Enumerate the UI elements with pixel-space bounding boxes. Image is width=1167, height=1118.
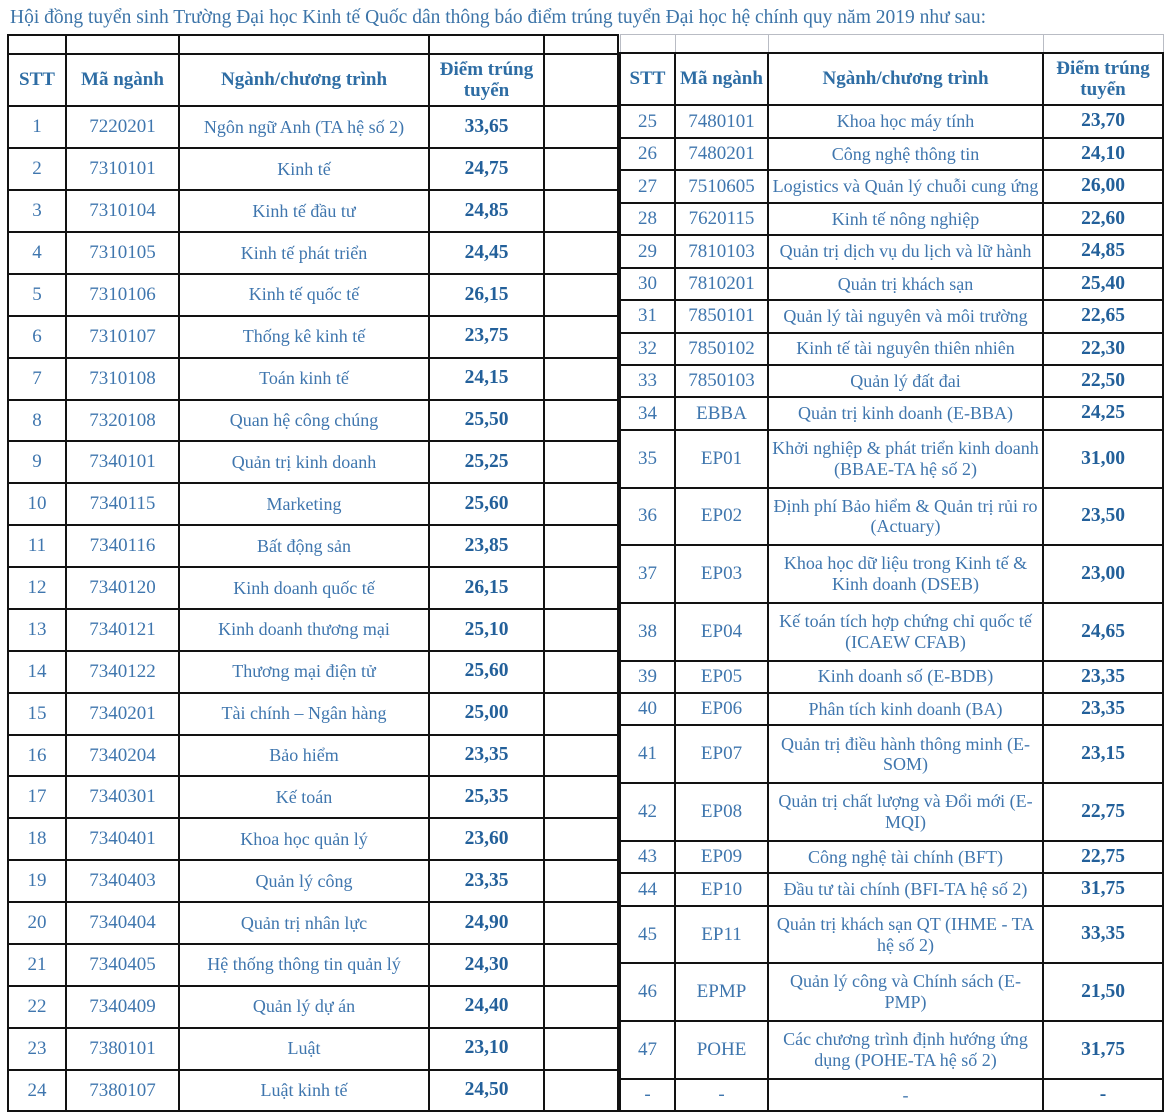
stt-cell: 14 <box>8 651 66 693</box>
spacer-cell <box>544 860 618 902</box>
score-cell: 23,75 <box>429 316 544 358</box>
code-cell: 7340409 <box>66 986 179 1028</box>
spacer-cell <box>544 54 618 106</box>
spacer-cell <box>544 35 618 54</box>
spacer-cell <box>544 274 618 316</box>
header-ma-nganh: Mã ngành <box>66 54 179 106</box>
program-cell: Quản trị kinh doanh (E-BBA) <box>768 397 1043 429</box>
score-cell: 25,25 <box>429 441 544 483</box>
score-cell: 23,85 <box>429 525 544 567</box>
spacer-cell <box>544 232 618 274</box>
header-stt: STT <box>8 54 66 106</box>
stt-cell: 3 <box>8 190 66 232</box>
code-cell: 7310107 <box>66 316 179 358</box>
program-cell: Quản trị điều hành thông minh (E-SOM) <box>768 725 1043 783</box>
score-tables-container <box>0 34 1167 1112</box>
score-cell: 25,00 <box>429 693 544 735</box>
header-row <box>8 54 618 106</box>
stt-cell: 10 <box>8 483 66 525</box>
code-cell: 7850101 <box>675 300 768 332</box>
program-cell: Kinh tế đầu tư <box>179 190 429 232</box>
empty-cell <box>620 35 675 54</box>
program-cell: Marketing <box>179 483 429 525</box>
table-row <box>8 106 618 148</box>
program-cell: Kinh tế nông nghiệp <box>768 203 1043 235</box>
table-row <box>8 148 618 190</box>
score-cell: 25,35 <box>429 776 544 818</box>
score-cell: 26,15 <box>429 567 544 609</box>
header-nganh: Ngành/chương trình <box>179 54 429 106</box>
table-row <box>620 545 1163 603</box>
program-cell: Quản trị dịch vụ du lịch và lữ hành <box>768 235 1043 267</box>
score-cell: 23,35 <box>1043 661 1163 693</box>
score-cell: 23,35 <box>1043 693 1163 725</box>
program-cell: Khởi nghiệp & phát triển kinh doanh (BBAE-TA hệ số 2) <box>768 430 1043 488</box>
table-row <box>8 400 618 442</box>
table-row <box>8 1070 618 1112</box>
program-cell: Các chương trình định hướng ứng dụng (POHE-TA hệ số 2) <box>768 1021 1043 1079</box>
code-cell: 7310106 <box>66 274 179 316</box>
code-cell: EP04 <box>675 603 768 661</box>
stt-cell: 7 <box>8 358 66 400</box>
table-row <box>8 232 618 274</box>
stt-cell: 5 <box>8 274 66 316</box>
program-cell: Bất động sản <box>179 525 429 567</box>
admission-table-right <box>619 34 1164 1112</box>
program-cell: Quản lý đất đai <box>768 365 1043 397</box>
program-cell: Logistics và Quản lý chuỗi cung ứng <box>768 170 1043 202</box>
stt-cell: 15 <box>8 693 66 735</box>
program-cell: Khoa học dữ liệu trong Kinh tế & Kinh doanh (DSEB) <box>768 545 1043 603</box>
program-cell: Đầu tư tài chính (BFI-TA hệ số 2) <box>768 873 1043 905</box>
score-cell: 24,75 <box>429 148 544 190</box>
score-cell: 25,10 <box>429 609 544 651</box>
table-row <box>620 841 1163 873</box>
code-cell: EP06 <box>675 693 768 725</box>
score-cell: 25,60 <box>429 483 544 525</box>
stt-cell: 16 <box>8 735 66 777</box>
score-cell: 23,70 <box>1043 105 1163 137</box>
table-row <box>8 483 618 525</box>
program-cell: Quản lý tài nguyên và môi trường <box>768 300 1043 332</box>
score-cell: 22,30 <box>1043 333 1163 365</box>
score-cell: 24,90 <box>429 902 544 944</box>
score-cell: 24,85 <box>1043 235 1163 267</box>
score-cell: 31,75 <box>1043 873 1163 905</box>
table-row <box>8 316 618 358</box>
stt-cell: 28 <box>620 203 675 235</box>
table-row <box>8 776 618 818</box>
stt-cell: 27 <box>620 170 675 202</box>
spacer-cell <box>544 1028 618 1070</box>
admission-table-left <box>7 34 619 1112</box>
score-cell: 23,10 <box>429 1028 544 1070</box>
stt-cell: 24 <box>8 1070 66 1112</box>
score-cell: 22,60 <box>1043 203 1163 235</box>
spacer-cell <box>544 651 618 693</box>
program-cell: Kinh doanh thương mại <box>179 609 429 651</box>
score-cell: 22,75 <box>1043 841 1163 873</box>
program-cell: Kinh tế quốc tế <box>179 274 429 316</box>
program-cell: Kinh doanh số (E-BDB) <box>768 661 1043 693</box>
stt-cell: 29 <box>620 235 675 267</box>
code-cell: 7380107 <box>66 1070 179 1112</box>
stt-cell: - <box>620 1079 675 1112</box>
program-cell: Tài chính – Ngân hàng <box>179 693 429 735</box>
program-cell: Hệ thống thông tin quản lý <box>179 944 429 986</box>
spacer-cell <box>544 483 618 525</box>
program-cell: Quản trị khách sạn <box>768 268 1043 300</box>
spacer-cell <box>544 441 618 483</box>
code-cell: 7220201 <box>66 106 179 148</box>
code-cell: POHE <box>675 1021 768 1079</box>
stt-cell: 44 <box>620 873 675 905</box>
stt-cell: 31 <box>620 300 675 332</box>
stt-cell: 42 <box>620 783 675 841</box>
header-nganh: Ngành/chương trình <box>768 53 1043 105</box>
spacer-cell <box>544 358 618 400</box>
score-cell: 24,10 <box>1043 138 1163 170</box>
table-row <box>620 170 1163 202</box>
table-row <box>620 488 1163 546</box>
table-row <box>8 902 618 944</box>
code-cell: 7340405 <box>66 944 179 986</box>
code-cell: 7340403 <box>66 860 179 902</box>
spacer-cell <box>544 693 618 735</box>
code-cell: 7850103 <box>675 365 768 397</box>
score-cell: 31,00 <box>1043 430 1163 488</box>
stt-cell: 2 <box>8 148 66 190</box>
table-row <box>620 235 1163 267</box>
program-cell: Quản lý công và Chính sách (E-PMP) <box>768 963 1043 1021</box>
program-cell: Kinh tế tài nguyên thiên nhiên <box>768 333 1043 365</box>
empty-row <box>8 35 618 54</box>
header-row <box>620 53 1163 105</box>
code-cell: EP05 <box>675 661 768 693</box>
spacer-cell <box>544 316 618 358</box>
stt-cell: 18 <box>8 818 66 860</box>
program-cell: Kinh doanh quốc tế <box>179 567 429 609</box>
code-cell: EPMP <box>675 963 768 1021</box>
stt-cell: 45 <box>620 906 675 964</box>
program-cell: Luật <box>179 1028 429 1070</box>
empty-row <box>620 35 1163 54</box>
stt-cell: 38 <box>620 603 675 661</box>
code-cell: 7320108 <box>66 400 179 442</box>
score-cell: 25,40 <box>1043 268 1163 300</box>
spacer-cell <box>544 1070 618 1112</box>
score-cell: 24,45 <box>429 232 544 274</box>
stt-cell: 11 <box>8 525 66 567</box>
spacer-cell <box>544 776 618 818</box>
code-cell: EP09 <box>675 841 768 873</box>
spacer-cell <box>544 148 618 190</box>
table-row <box>8 274 618 316</box>
code-cell: 7340101 <box>66 441 179 483</box>
program-cell: Định phí Bảo hiểm & Quản trị rủi ro (Actuary) <box>768 488 1043 546</box>
score-cell: 25,60 <box>429 651 544 693</box>
score-cell: 33,65 <box>429 106 544 148</box>
code-cell: 7310101 <box>66 148 179 190</box>
code-cell: 7480101 <box>675 105 768 137</box>
score-cell: 31,75 <box>1043 1021 1163 1079</box>
table-row <box>620 1079 1163 1112</box>
spacer-cell <box>544 986 618 1028</box>
code-cell: 7510605 <box>675 170 768 202</box>
score-cell: 22,75 <box>1043 783 1163 841</box>
code-cell: 7340120 <box>66 567 179 609</box>
stt-cell: 25 <box>620 105 675 137</box>
stt-cell: 39 <box>620 661 675 693</box>
spacer-cell <box>544 400 618 442</box>
program-cell: Quản lý dự án <box>179 986 429 1028</box>
program-cell: Kinh tế phát triển <box>179 232 429 274</box>
stt-cell: 21 <box>8 944 66 986</box>
empty-cell <box>675 35 768 54</box>
code-cell: 7340121 <box>66 609 179 651</box>
program-cell: Kinh tế <box>179 148 429 190</box>
stt-cell: 23 <box>8 1028 66 1070</box>
code-cell: 7340115 <box>66 483 179 525</box>
empty-cell <box>66 35 179 54</box>
stt-cell: 46 <box>620 963 675 1021</box>
stt-cell: 4 <box>8 232 66 274</box>
program-cell: Toán kinh tế <box>179 358 429 400</box>
score-cell: 22,50 <box>1043 365 1163 397</box>
stt-cell: 9 <box>8 441 66 483</box>
stt-cell: 30 <box>620 268 675 300</box>
stt-cell: 40 <box>620 693 675 725</box>
stt-cell: 37 <box>620 545 675 603</box>
score-cell: 23,35 <box>429 860 544 902</box>
code-cell: 7810201 <box>675 268 768 300</box>
program-cell: Quản trị chất lượng và Đổi mới (E-MQI) <box>768 783 1043 841</box>
table-row <box>620 203 1163 235</box>
score-cell: 23,00 <box>1043 545 1163 603</box>
score-cell: 23,60 <box>429 818 544 860</box>
code-cell: 7340122 <box>66 651 179 693</box>
program-cell: Công nghệ thông tin <box>768 138 1043 170</box>
code-cell: 7850102 <box>675 333 768 365</box>
score-cell: 25,50 <box>429 400 544 442</box>
table-row <box>8 651 618 693</box>
table-row <box>620 138 1163 170</box>
stt-cell: 33 <box>620 365 675 397</box>
score-cell: 24,15 <box>429 358 544 400</box>
stt-cell: 34 <box>620 397 675 429</box>
stt-cell: 20 <box>8 902 66 944</box>
spacer-cell <box>544 190 618 232</box>
program-cell: Phân tích kinh doanh (BA) <box>768 693 1043 725</box>
table-row <box>8 735 618 777</box>
stt-cell: 6 <box>8 316 66 358</box>
stt-cell: 43 <box>620 841 675 873</box>
table-row <box>8 358 618 400</box>
code-cell: 7340301 <box>66 776 179 818</box>
stt-cell: 1 <box>8 106 66 148</box>
stt-cell: 32 <box>620 333 675 365</box>
header-stt: STT <box>620 53 675 105</box>
spacer-cell <box>544 944 618 986</box>
stt-cell: 41 <box>620 725 675 783</box>
stt-cell: 36 <box>620 488 675 546</box>
code-cell: EBBA <box>675 397 768 429</box>
table-row <box>620 268 1163 300</box>
stt-cell: 35 <box>620 430 675 488</box>
code-cell: 7620115 <box>675 203 768 235</box>
program-cell: Thống kê kinh tế <box>179 316 429 358</box>
header-diem: Điểm trúng tuyển <box>429 54 544 106</box>
program-cell: Quan hệ công chúng <box>179 400 429 442</box>
program-cell: Ngôn ngữ Anh (TA hệ số 2) <box>179 106 429 148</box>
score-cell: 21,50 <box>1043 963 1163 1021</box>
score-cell: 22,65 <box>1043 300 1163 332</box>
program-cell: Bảo hiểm <box>179 735 429 777</box>
score-cell: 24,30 <box>429 944 544 986</box>
table-row <box>620 333 1163 365</box>
empty-cell <box>768 35 1043 54</box>
spacer-cell <box>544 106 618 148</box>
table-row <box>620 693 1163 725</box>
stt-cell: 22 <box>8 986 66 1028</box>
header-ma-nganh: Mã ngành <box>675 53 768 105</box>
table-row <box>620 725 1163 783</box>
spacer-cell <box>544 567 618 609</box>
table-row <box>620 873 1163 905</box>
code-cell: EP10 <box>675 873 768 905</box>
score-cell: 24,40 <box>429 986 544 1028</box>
score-cell: 23,50 <box>1043 488 1163 546</box>
code-cell: 7380101 <box>66 1028 179 1070</box>
table-row <box>620 783 1163 841</box>
code-cell: EP01 <box>675 430 768 488</box>
program-cell: Thương mại điện tử <box>179 651 429 693</box>
stt-cell: 8 <box>8 400 66 442</box>
empty-cell <box>179 35 429 54</box>
stt-cell: 12 <box>8 567 66 609</box>
spacer-cell <box>544 818 618 860</box>
table-row <box>620 603 1163 661</box>
code-cell: EP07 <box>675 725 768 783</box>
table-row <box>620 963 1163 1021</box>
stt-cell: 47 <box>620 1021 675 1079</box>
program-cell: Kế toán <box>179 776 429 818</box>
table-row <box>620 300 1163 332</box>
table-row <box>8 567 618 609</box>
program-cell: Quản trị khách sạn QT (IHME - TA hệ số 2) <box>768 906 1043 964</box>
program-cell: Quản lý công <box>179 860 429 902</box>
table-row <box>620 105 1163 137</box>
code-cell: 7310104 <box>66 190 179 232</box>
table-row <box>8 1028 618 1070</box>
table-row <box>620 430 1163 488</box>
table-row <box>8 944 618 986</box>
table-row <box>8 986 618 1028</box>
stt-cell: 17 <box>8 776 66 818</box>
code-cell: EP02 <box>675 488 768 546</box>
empty-cell <box>8 35 66 54</box>
score-cell: 23,35 <box>429 735 544 777</box>
code-cell: 7340401 <box>66 818 179 860</box>
code-cell: 7340201 <box>66 693 179 735</box>
code-cell: 7310105 <box>66 232 179 274</box>
table-row <box>8 860 618 902</box>
program-cell: Quản trị kinh doanh <box>179 441 429 483</box>
score-cell: 26,15 <box>429 274 544 316</box>
table-row <box>620 397 1163 429</box>
program-cell: Kế toán tích hợp chứng chỉ quốc tế (ICAEW CFAB) <box>768 603 1043 661</box>
score-cell: 24,25 <box>1043 397 1163 429</box>
table-row <box>8 190 618 232</box>
score-cell: 24,50 <box>429 1070 544 1112</box>
code-cell: 7480201 <box>675 138 768 170</box>
score-cell: - <box>1043 1079 1163 1112</box>
code-cell: EP03 <box>675 545 768 603</box>
empty-cell <box>1043 35 1163 54</box>
table-row <box>8 525 618 567</box>
program-cell: Luật kinh tế <box>179 1070 429 1112</box>
code-cell: 7310108 <box>66 358 179 400</box>
header-diem: Điểm trúng tuyển <box>1043 53 1163 105</box>
score-cell: 23,15 <box>1043 725 1163 783</box>
spacer-cell <box>544 902 618 944</box>
table-row <box>8 818 618 860</box>
code-cell: 7340116 <box>66 525 179 567</box>
code-cell: 7340204 <box>66 735 179 777</box>
empty-cell <box>429 35 544 54</box>
table-row <box>620 906 1163 964</box>
program-cell: Quản trị nhân lực <box>179 902 429 944</box>
program-cell: - <box>768 1079 1043 1112</box>
score-cell: 24,85 <box>429 190 544 232</box>
code-cell: 7810103 <box>675 235 768 267</box>
stt-cell: 13 <box>8 609 66 651</box>
spacer-cell <box>544 735 618 777</box>
stt-cell: 26 <box>620 138 675 170</box>
table-row <box>8 693 618 735</box>
spacer-cell <box>544 609 618 651</box>
table-row <box>8 609 618 651</box>
table-row <box>620 1021 1163 1079</box>
program-cell: Công nghệ tài chính (BFT) <box>768 841 1043 873</box>
page-title: Hội đồng tuyển sinh Trường Đại học Kinh tế Quốc dân thông báo điểm trúng tuyển Đại học hệ chính quy năm 2019 như sau: <box>10 7 986 28</box>
code-cell: - <box>675 1079 768 1112</box>
stt-cell: 19 <box>8 860 66 902</box>
table-row <box>620 365 1163 397</box>
code-cell: EP11 <box>675 906 768 964</box>
program-cell: Khoa học máy tính <box>768 105 1043 137</box>
score-cell: 33,35 <box>1043 906 1163 964</box>
program-cell: Khoa học quản lý <box>179 818 429 860</box>
table-row <box>620 661 1163 693</box>
score-cell: 24,65 <box>1043 603 1163 661</box>
table-row <box>8 441 618 483</box>
score-cell: 26,00 <box>1043 170 1163 202</box>
code-cell: 7340404 <box>66 902 179 944</box>
code-cell: EP08 <box>675 783 768 841</box>
spacer-cell <box>544 525 618 567</box>
